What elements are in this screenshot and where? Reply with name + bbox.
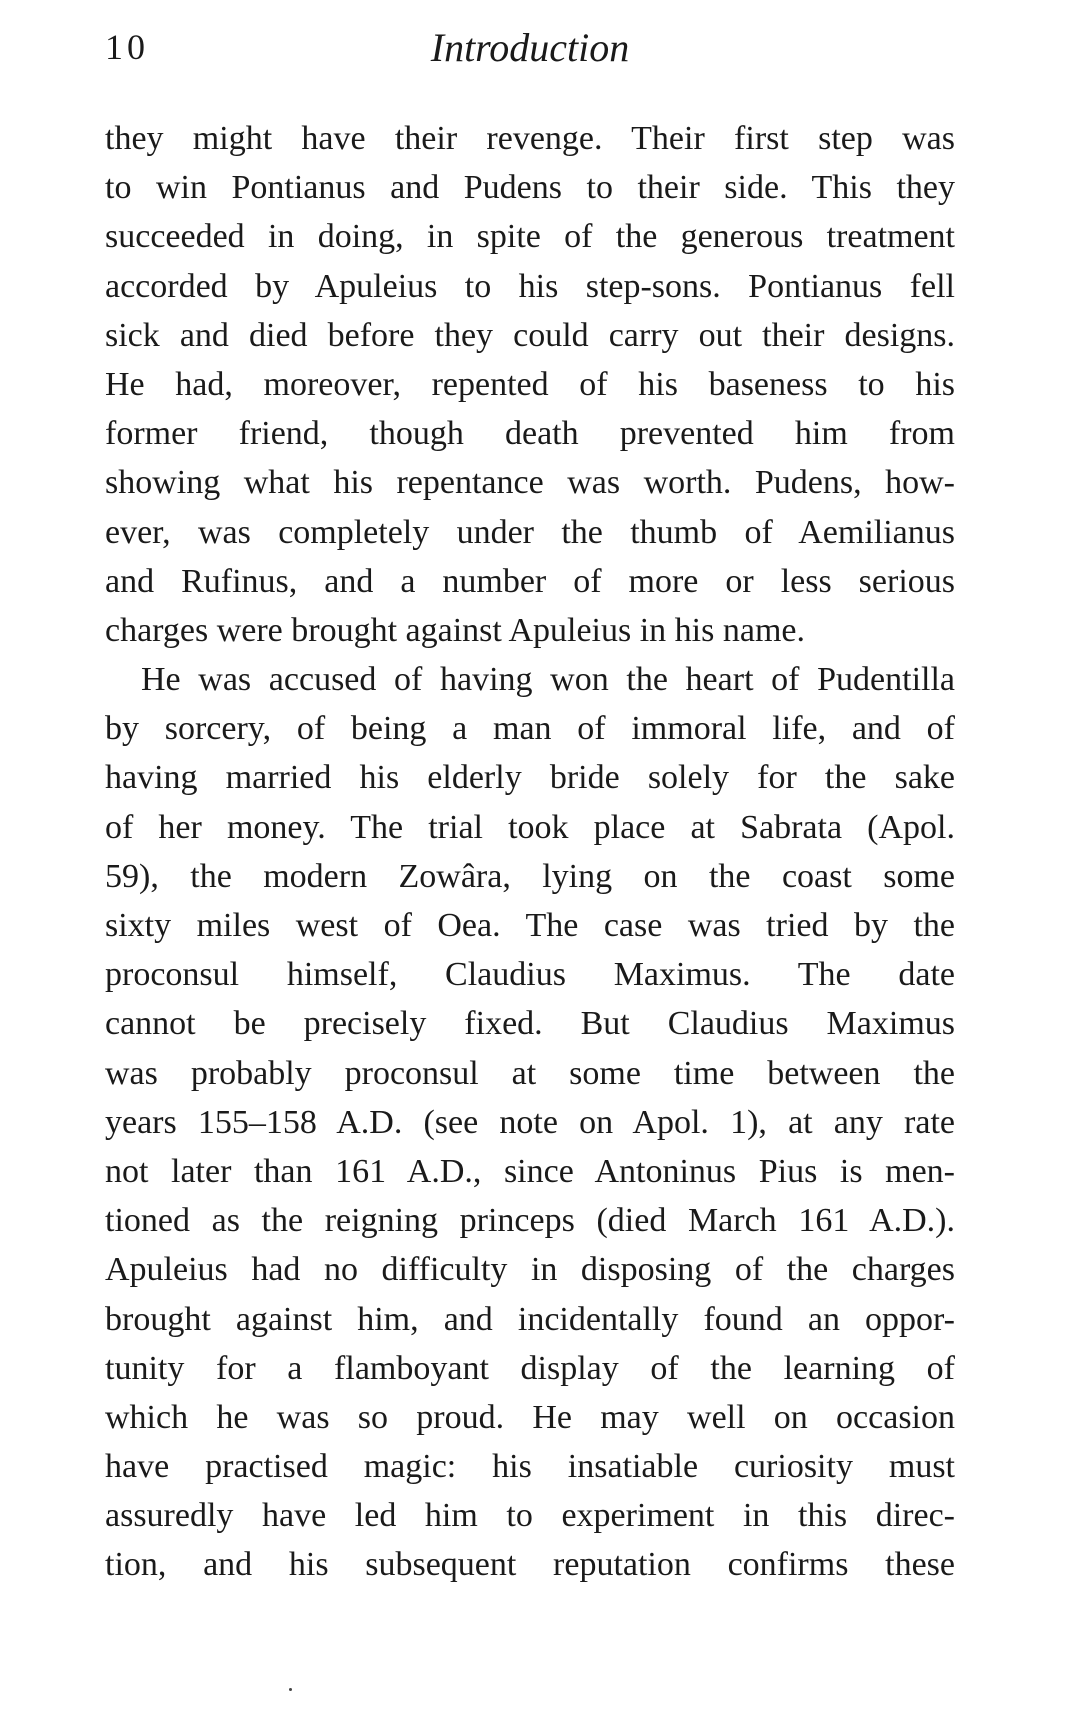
text-line: sixty miles west of Oea. The case was tried by the xyxy=(105,907,955,944)
text-line: was probably proconsul at some time between the xyxy=(105,1054,955,1092)
text-line: have practised magic: his insatiable curiosity must xyxy=(105,1448,955,1486)
text-line: to win Pontianus and Pudens to their side. This they xyxy=(105,169,955,207)
text-line: ever, was completely under the thumb of Aemilianus xyxy=(105,513,955,551)
text-line: accorded by Apuleius to his step-sons. Pontianus fell xyxy=(105,267,955,305)
text-line: proconsul himself, Claudius Maximus. The date xyxy=(105,956,955,994)
page-header xyxy=(105,20,955,90)
running-title: Introduction xyxy=(430,25,630,70)
text-line: which he was so proud. He may well on occasion xyxy=(105,1398,955,1436)
text-line: brought against him, and incidentally found an oppor- xyxy=(105,1300,955,1338)
text-line: years 155–158 A.D. (see note on Apol. 1), at any rate xyxy=(105,1103,955,1141)
text-line: by sorcery, of being a man of immoral life, and of xyxy=(105,710,955,748)
text-line: former friend, though death prevented him from xyxy=(105,415,955,453)
text-line: He was accused of having won the heart of Pudentilla xyxy=(141,661,955,699)
text-line: cannot be precisely fixed. But Claudius Maximus xyxy=(105,1005,955,1043)
text-line: they might have their revenge. Their first step was xyxy=(105,120,955,157)
ink-speck xyxy=(289,1688,292,1691)
text-line: showing what his repentance was worth. Pudens, how- xyxy=(105,464,955,502)
text-line: tioned as the reigning princeps (died March 161 A.D.). xyxy=(105,1202,955,1240)
text-line: He had, moreover, repented of his baseness to his xyxy=(105,365,955,403)
text-line: tunity for a flamboyant display of the learning of xyxy=(105,1349,955,1387)
text-line: succeeded in doing, in spite of the generous treatment xyxy=(105,218,955,256)
text-line: assuredly have led him to experiment in this direc- xyxy=(105,1497,955,1535)
text-line: of her money. The trial took place at Sabrata (Apol. xyxy=(105,808,955,846)
text-line: not later than 161 A.D., since Antoninus Pius is men- xyxy=(105,1152,955,1190)
text-line: having married his elderly bride solely for the sake xyxy=(105,759,955,797)
text-line: tion, and his subsequent reputation confirms these xyxy=(105,1546,955,1584)
text-line: Apuleius had no difficulty in disposing of the charges xyxy=(105,1251,955,1289)
body-text xyxy=(105,114,955,1590)
text-line: and Rufinus, and a number of more or less serious xyxy=(105,562,955,600)
text-line: charges were brought against Apuleius in his name. xyxy=(105,611,805,649)
text-line: sick and died before they could carry out their designs. xyxy=(105,316,955,354)
page-number: 10 xyxy=(105,27,149,67)
text-line: 59), the modern Zowâra, lying on the coast some xyxy=(105,857,955,895)
